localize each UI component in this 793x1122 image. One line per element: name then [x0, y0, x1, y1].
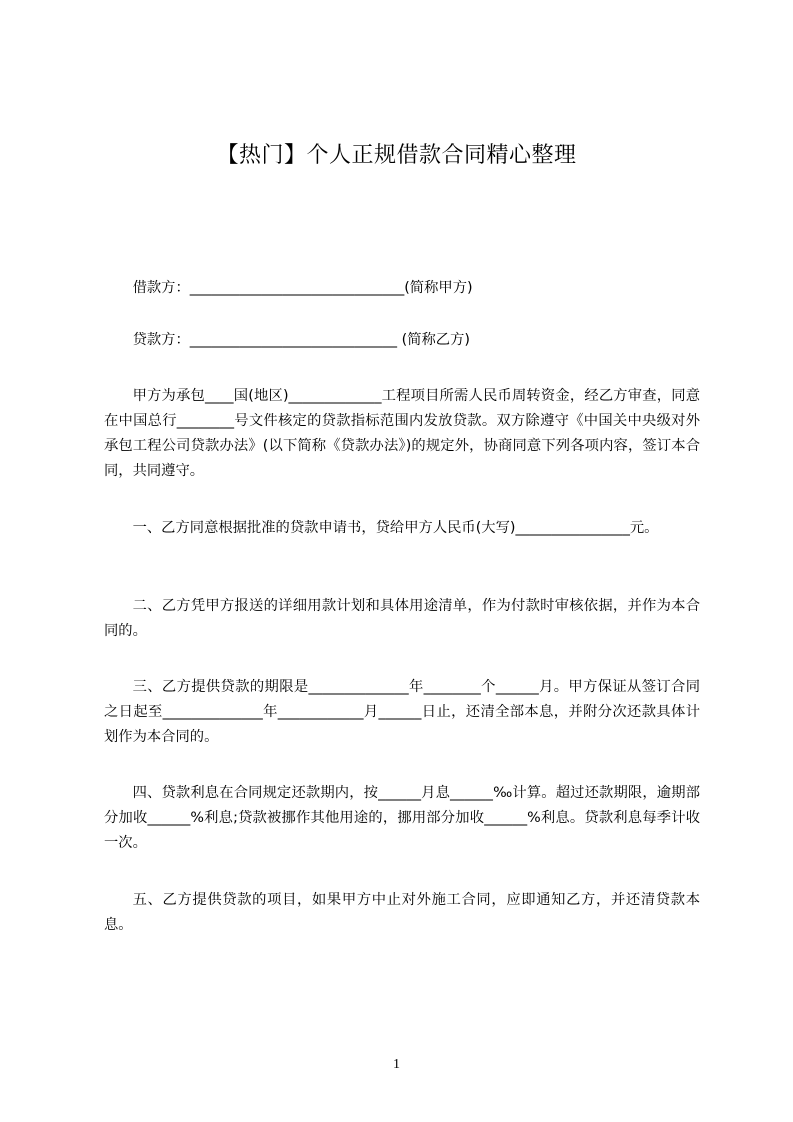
lender-line: 贷款方：_____________________________ (简称乙方)	[132, 332, 470, 348]
clause-5-paragraph: 五、乙方提供贷款的项目，如果甲方中止对外施工合同，应即通知乙方，并还清贷款本息。	[104, 892, 700, 933]
clause-1-paragraph: 一、乙方同意根据批准的贷款申请书，贷给甲方人民币(大写)________________元。	[132, 520, 659, 536]
borrower-line: 借款方：______________________________(简称甲方)	[132, 280, 473, 296]
preamble-paragraph: 甲方为承包____国(地区)_____________工程项目所需人民币周转资金，经乙方审查，同意在中国总行________号文件核定的贷款指标范围内发放贷款。双方除遵守《中国关中央级对外承包工程公司贷款办法》(以下简称《贷款办法》)的规定外，协商同意下列各项内容，签订本合同，共同遵守。	[104, 388, 700, 479]
clause-2-paragraph: 二、乙方凭甲方报送的详细用款计划和具体用途清单，作为付款时审核依据，并作为本合同的。	[104, 598, 700, 639]
document-title: 【热门】个人正规借款合同精心整理	[216, 143, 577, 168]
clause-4-paragraph: 四、贷款利息在合同规定还款期内，按______月息______‰计算。超过还款期限，逾期部分加收______%利息;贷款被挪作其他用途的，挪用部分加收______%利息。贷款利息每季计收一次。	[104, 785, 700, 851]
page-number: 1	[393, 1057, 400, 1072]
clause-3-paragraph: 三、乙方提供贷款的期限是______________年________个______月。甲方保证从签订合同之日起至______________年____________月______日止，还清全部本息，并附分次还款具体计划作为本合同的。	[104, 679, 700, 745]
